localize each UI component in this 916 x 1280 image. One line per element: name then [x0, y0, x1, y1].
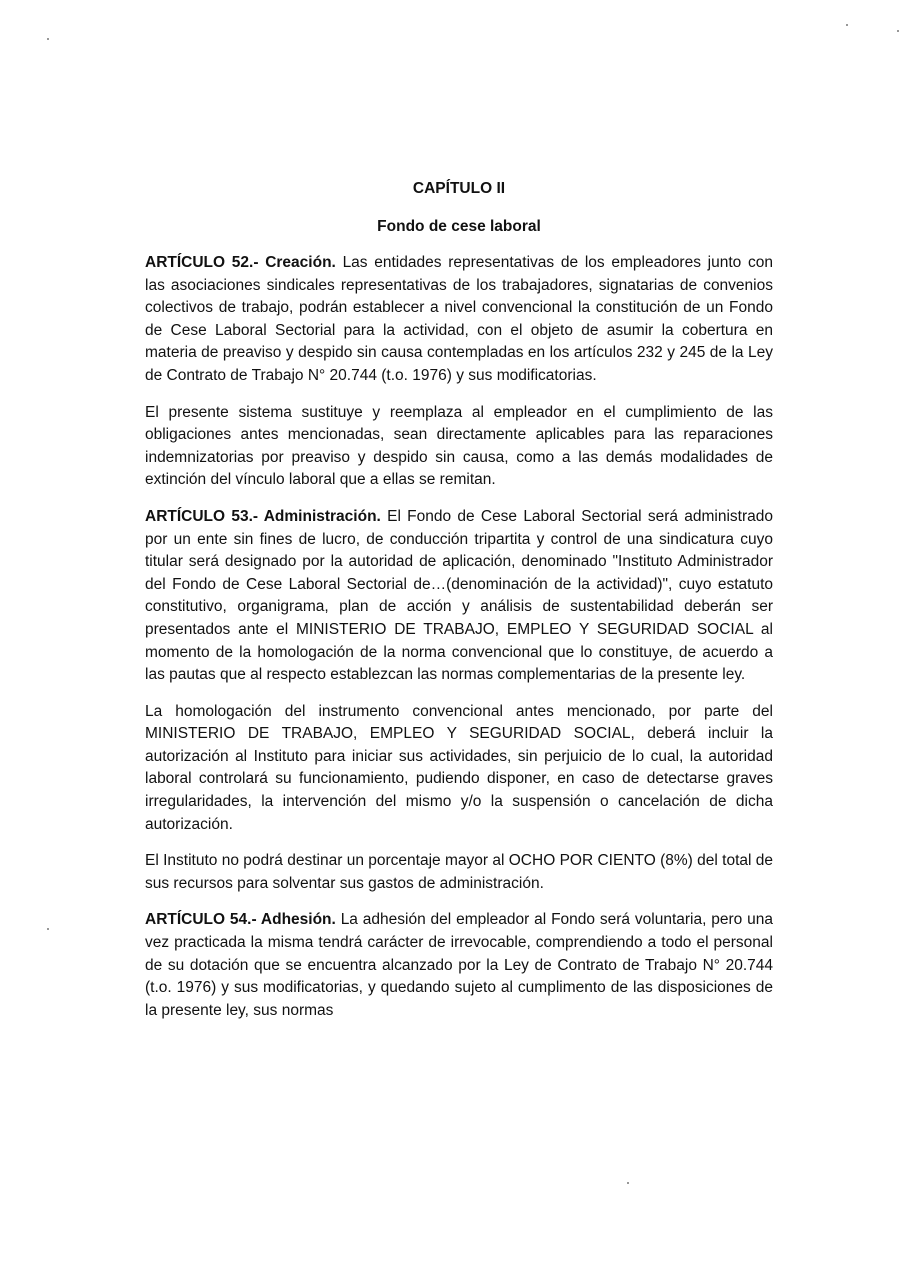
article-53-paragraph-2: La homologación del instrumento convencional antes mencionado, por parte del MINISTERIO DE TRABAJO, EMPLEO Y SEGURIDAD SOCIAL, deberá incluir la autorización al Instituto para iniciar sus actividades, sin perjuicio de lo cual, la autoridad laboral controlará su funcionamiento, pudiendo disponer, en caso de detectarse graves irregularidades, la intervención del mismo y/o la suspensión o cancelación de dicha autorización.	[145, 702, 773, 833]
article-53-heading: ARTÍCULO 53.- Administración.	[145, 507, 381, 525]
scan-speck	[47, 38, 49, 40]
section-title: Fondo de cese laboral	[377, 218, 541, 235]
article-53-text-1: El Fondo de Cese Laboral Sectorial será administrado por un ente sin fines de lucro, de conducción tripartita y control de una sindicatura cuyo titular será designado por la autoridad de aplicación, denominado "Instituto Administrador del Fondo de Cese Laboral Sectorial de…(denominación de la actividad)", cuyo estatuto constitutivo, organigrama, plan de acción y análisis de sustentabilidad deberán ser presentados ante el MINISTERIO DE TRABAJO, EMPLEO Y SEGURIDAD SOCIAL al momento de la homologación de la norma convencional que lo constituye, de acuerdo a las pautas que al respecto establezcan las normas complementarias de la presente ley.	[145, 507, 773, 684]
document-page	[145, 178, 773, 1036]
article-54-text-1: La adhesión del empleador al Fondo será voluntaria, pero una vez practicada la misma tendrá carácter de irrevocable, comprendiendo a todo el personal de su dotación que se encuentra alcanzado por la Ley de Contrato de Trabajo N° 20.744 (t.o. 1976) y sus modificatorias, y quedando sujeto al cumplimento de las disposiciones de la presente ley, sus normas	[145, 911, 773, 1019]
article-54-heading: ARTÍCULO 54.- Adhesión.	[145, 911, 336, 929]
article-53-paragraph-3: El Instituto no podrá destinar un porcentaje mayor al OCHO POR CIENTO (8%) del total de sus recursos para solventar sus gastos de administración.	[145, 852, 773, 892]
scan-speck	[47, 928, 49, 930]
chapter-heading: CAPÍTULO II	[412, 180, 506, 197]
article-52-heading: ARTÍCULO 52.- Creación.	[145, 254, 336, 271]
scan-speck	[846, 24, 848, 26]
scan-speck	[897, 30, 899, 32]
scan-speck	[627, 1182, 629, 1184]
article-54-paragraph-1	[145, 909, 773, 1022]
article-53-paragraph-1	[145, 506, 773, 687]
article-52-paragraph-2: El presente sistema sustituye y reemplaza al empleador en el cumplimiento de las obligaciones antes mencionadas, sean directamente aplicables para las reparaciones indemnizatorias por preaviso y despido sin causa, como a las demás modalidades de extinción del vínculo laboral que a ellas se remitan.	[145, 403, 773, 489]
article-52-text-1: Las entidades representativas de los empleadores junto con las asociaciones sindicales representativas de los trabajadores, signatarias de convenios colectivos de trabajo, podrán establecer a nivel convencional la constitución de un Fondo de Cese Laboral Sectorial para la actividad, con el objeto de asumir la cobertura en materia de preaviso y despido sin causa contempladas en los artículos 232 y 245 de la Ley de Contrato de Trabajo N° 20.744 (t.o. 1976) y sus modificatorias.	[145, 254, 773, 384]
article-52-paragraph-1	[145, 252, 773, 388]
